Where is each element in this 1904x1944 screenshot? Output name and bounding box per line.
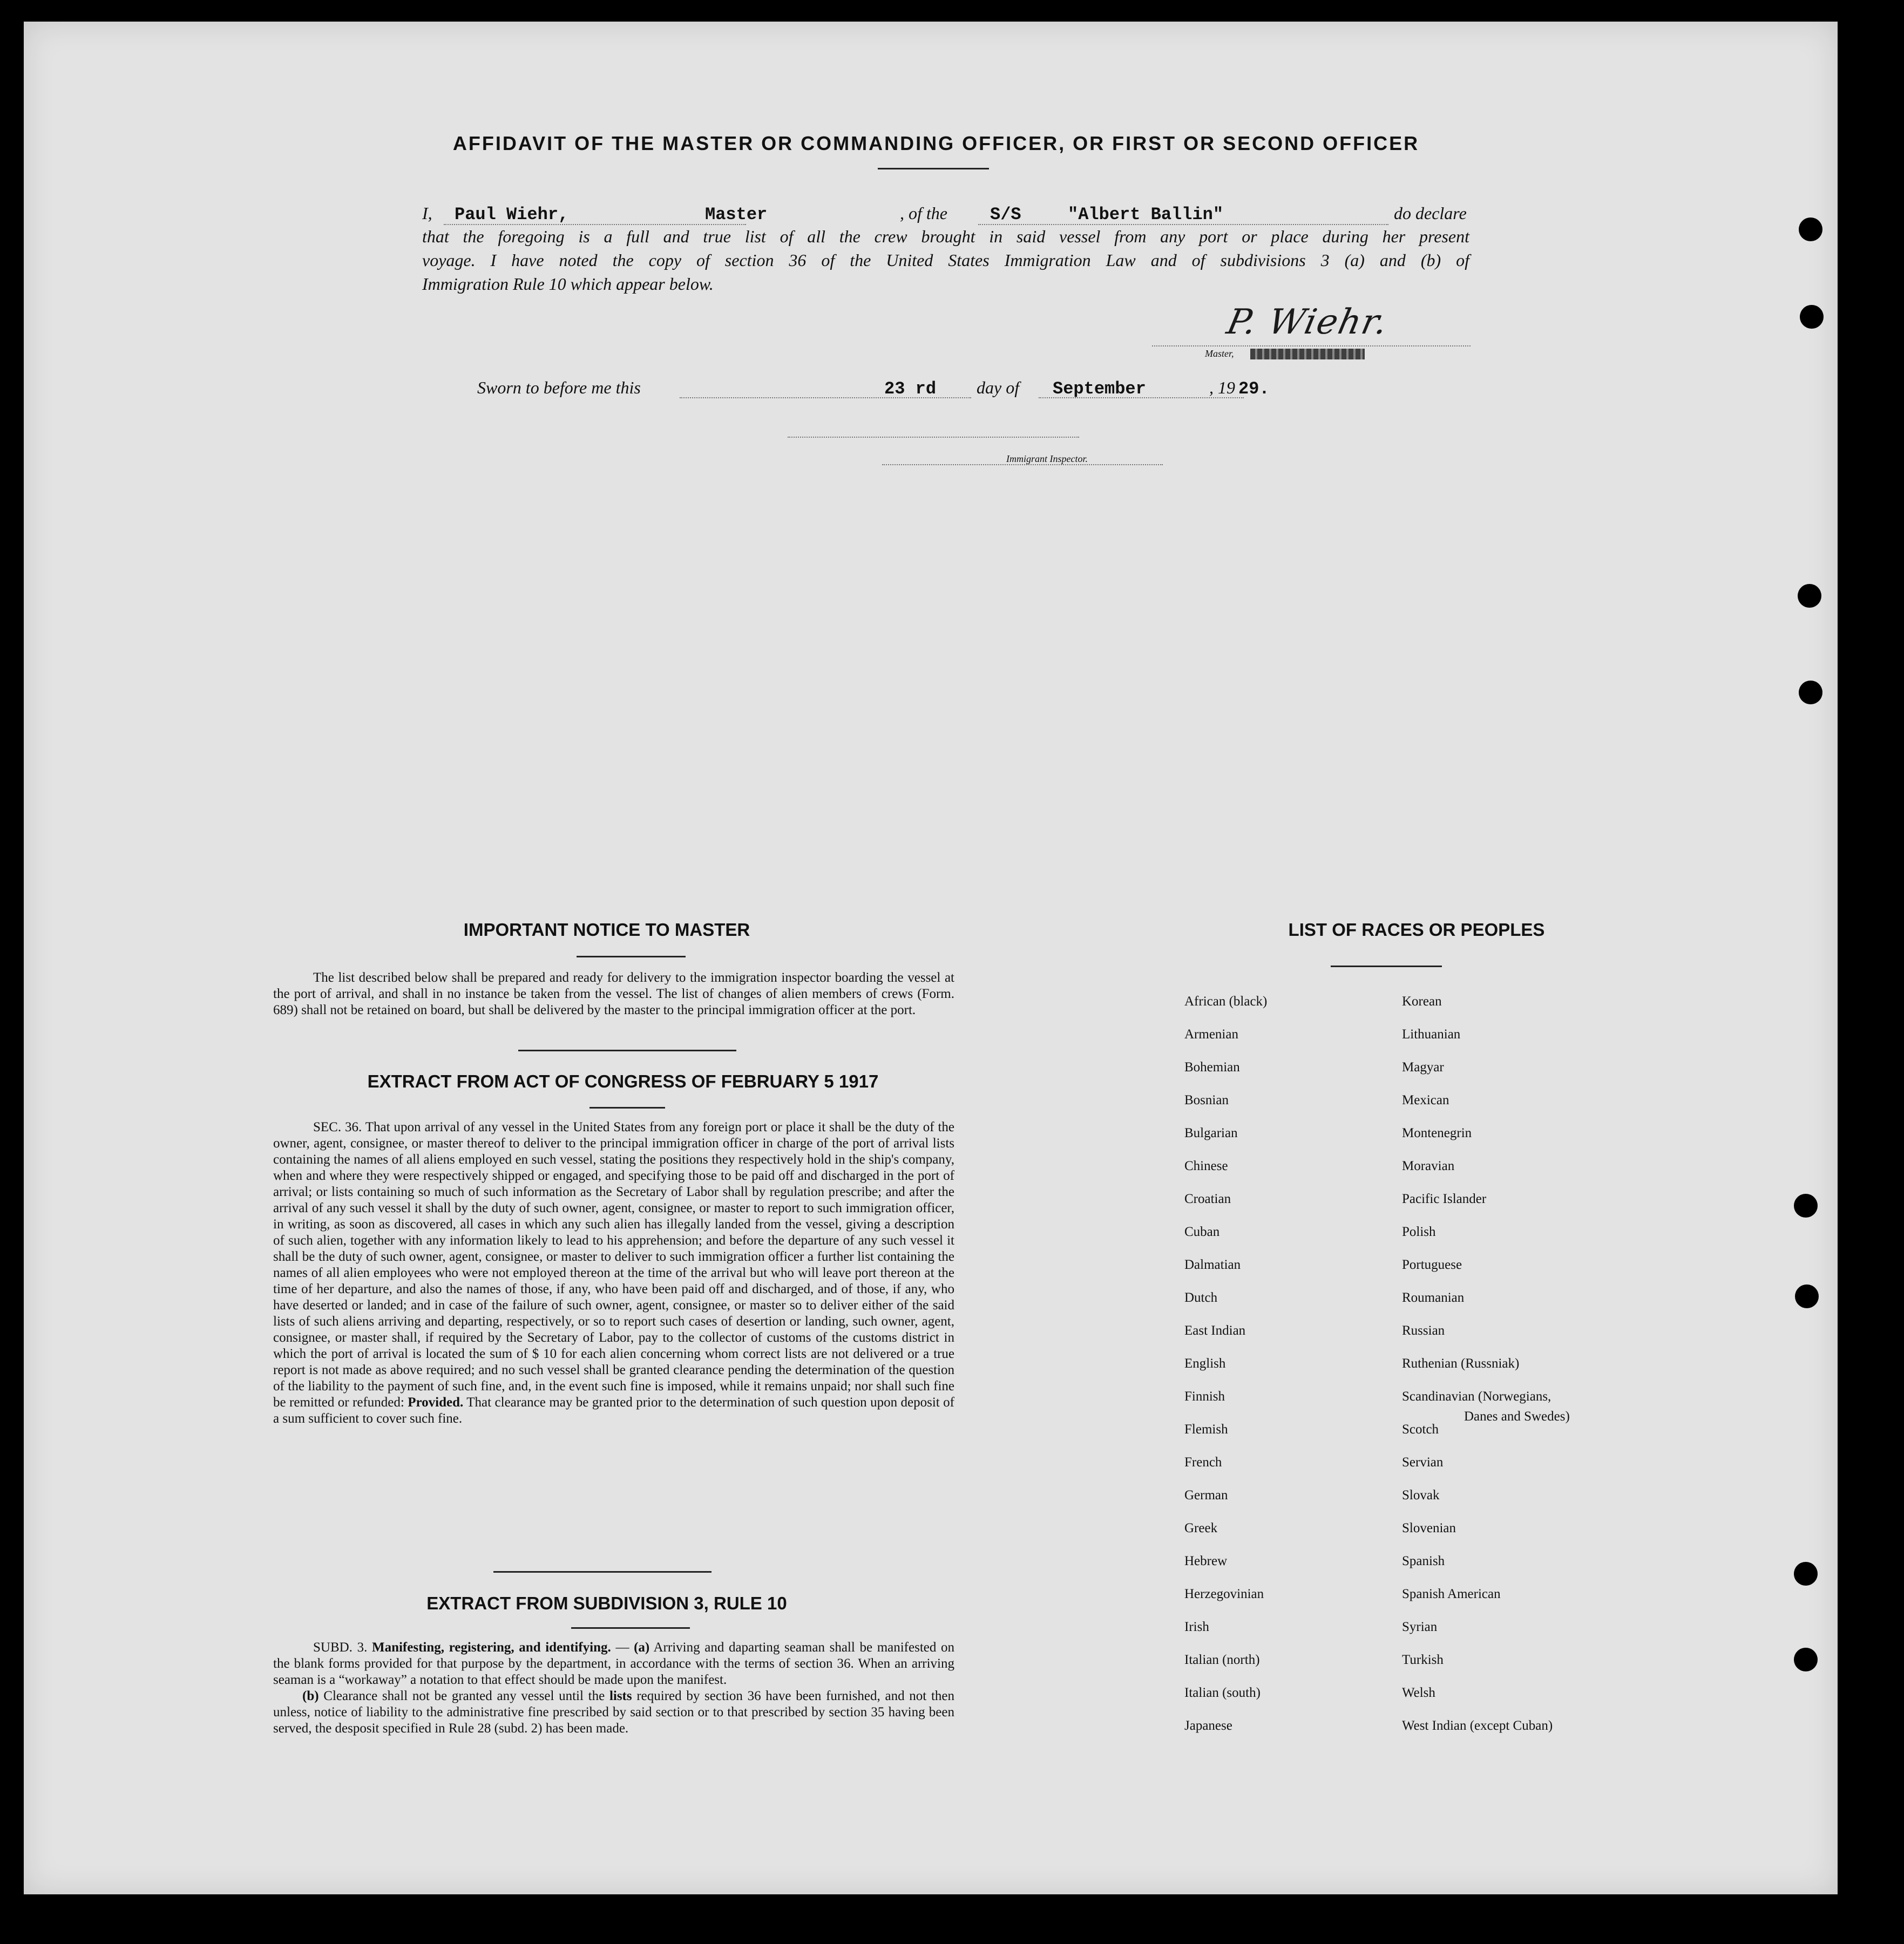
punch-hole bbox=[1798, 584, 1821, 608]
subd-b-text-1: Clearance shall not be granted any vessel until the bbox=[323, 1689, 605, 1703]
notice-title: IMPORTANT NOTICE TO MASTER bbox=[463, 920, 750, 940]
act-end-rule bbox=[493, 1571, 712, 1573]
punch-hole bbox=[1794, 1562, 1818, 1586]
race-item: Spanish bbox=[1402, 1554, 1445, 1568]
race-item: English bbox=[1184, 1356, 1226, 1371]
subd-title: Manifesting, registering, and identifying. bbox=[371, 1640, 611, 1655]
race-item: Herzegovinian bbox=[1184, 1587, 1264, 1601]
i-label: I, bbox=[422, 203, 432, 223]
sworn-month: September bbox=[1053, 379, 1146, 399]
affidavit-line-4: Immigration Rule 10 which appear below. bbox=[422, 274, 714, 294]
race-item: Korean bbox=[1402, 994, 1442, 1009]
race-item: Italian (south) bbox=[1184, 1685, 1261, 1700]
race-item: Pacific Islander bbox=[1402, 1192, 1487, 1206]
inspector-label: Immigrant Inspector. bbox=[1006, 453, 1088, 464]
provided-label: Provided. bbox=[408, 1395, 464, 1410]
title-rule bbox=[878, 168, 989, 169]
race-item: Montenegrin bbox=[1402, 1126, 1472, 1140]
race-item: Dutch bbox=[1184, 1290, 1218, 1305]
day-of-label: day of bbox=[977, 378, 1020, 397]
master-label: Master, bbox=[1205, 348, 1234, 359]
signature-line bbox=[1152, 345, 1471, 346]
race-item: Welsh bbox=[1402, 1685, 1435, 1700]
race-item: Japanese bbox=[1184, 1718, 1232, 1733]
subd-a-text: Arriving and daparting seaman shall be manifested on the blank forms provided for that purpose by the department, in accordance with the terms of section 36. When an arriving seaman is a “workaway” a notation to that effect should be made upon the manifest. bbox=[273, 1640, 955, 1687]
document-page bbox=[24, 22, 1838, 1894]
race-item: Flemish bbox=[1184, 1422, 1228, 1437]
notice-body bbox=[273, 970, 954, 1018]
race-item: Slovenian bbox=[1402, 1521, 1456, 1535]
race-item: Bosnian bbox=[1184, 1093, 1229, 1107]
rule-title: EXTRACT FROM SUBDIVISION 3, RULE 10 bbox=[426, 1593, 787, 1613]
punch-hole bbox=[1795, 1284, 1819, 1308]
race-item: Greek bbox=[1184, 1521, 1218, 1535]
race-item: Servian bbox=[1402, 1455, 1444, 1470]
race-item: West Indian (except Cuban) bbox=[1402, 1718, 1553, 1733]
race-item: East Indian bbox=[1184, 1323, 1246, 1338]
race-item: Dalmatian bbox=[1184, 1258, 1241, 1272]
race-item: Armenian bbox=[1184, 1027, 1238, 1042]
act-rule bbox=[590, 1107, 665, 1109]
master-name: Paul Wiehr, bbox=[455, 205, 569, 225]
race-item: Bohemian bbox=[1184, 1060, 1240, 1075]
race-item: Finnish bbox=[1184, 1389, 1225, 1404]
affidavit-line-2: that the foregoing is a full and true list of all the crew brought in said vessel from any port or place during her present bbox=[422, 227, 1469, 246]
notice-paragraph: The list described below shall be prepared and ready for delivery to the immigration inspector boarding the vessel at the port of arrival, and shall in no instance be taken from the vessel. The list of changes of alien members of crews (Form. 689) shall not be retained on board, but shall be delivered by the master to the principal immigration officer at the port. bbox=[273, 970, 954, 1017]
punch-hole bbox=[1799, 217, 1822, 241]
punch-hole bbox=[1800, 305, 1824, 329]
act-section-end: That clearance may be granted prior to the determination of such question upon deposit of a sum sufficient to cover such fine. bbox=[273, 1395, 954, 1426]
rule-body bbox=[273, 1640, 954, 1737]
subd-a-label: (a) bbox=[634, 1640, 650, 1655]
act-title: EXTRACT FROM ACT OF CONGRESS OF FEBRUARY 5 1917 bbox=[367, 1071, 879, 1091]
race-item: Russian bbox=[1402, 1323, 1445, 1338]
vessel-type: S/S bbox=[990, 205, 1021, 225]
vessel-line bbox=[978, 224, 1388, 225]
race-item: Spanish American bbox=[1402, 1587, 1501, 1601]
race-item: Turkish bbox=[1402, 1653, 1444, 1667]
sworn-label: Sworn to before me this bbox=[477, 378, 641, 397]
race-item: Roumanian bbox=[1402, 1290, 1465, 1305]
year-suffix: 29. bbox=[1238, 379, 1270, 399]
crossed-out-titles bbox=[1250, 349, 1365, 359]
race-item: Ruthenian (Russniak) bbox=[1402, 1356, 1520, 1371]
subd-b-text-2: required by section 36 have been furnished, and not then unless, notice of liability to the administrative fine prescribed by said section or to that prescribed by section 35 having been served, the desposit specified in Rule 28 (subd. 2) has been made. bbox=[273, 1689, 955, 1736]
subd-b-label: (b) bbox=[302, 1689, 319, 1703]
act-section-text: SEC. 36. That upon arrival of any vessel in the United States from any foreign port or place it shall be the duty of the owner, agent, consignee, or master thereof to deliver to the principal immigration officer in charge of the port of arrival lists containing the names of all aliens employed en such vessel, stating the positions they respectively hold in the ship's company, when and where they were respectively shipped or engaged, and specifying those to be paid off and discharged in the port of arrival; or lists containing so much of such information as the Secretary of Labor shall by regulation prescribe; and after the arrival of any such vessel it shall by the duty of such owner, agent, consignee, or master to report to such immigration officer, in writing, as soon as discovered, all cases in which any such alien has illegally landed from the vessel, giving a description of such alien, together with any information likely to lead to his apprehension; and before the departure of any such vessel it shall be the duty of such owner, agent, consignee, or master to deliver to such immigration officer a further list containing the names of all alien employees who were not employed thereon at the time of the arrival but who will leave port thereon at the time of her departure, and also the names of those, if any, who have been paid off and discharged, and of those, if any, who have deserted or landed; and in case of the failure of such owner, agent, consignee, or master so to deliver either of the said lists of such aliens arriving and departing, respectively, or so to report such cases of desertion or landing, such owner, agent, consignee, or master shall, if required by the Secretary of Labor, pay to the collector of customs of the customs district in which the port of arrival is located the sum of $ 10 for each alien concerning whom correct lists are not delivered or a true report is not made as above required; and no such vessel shall be granted clearance pending the determination of the question of the liability to the payment of such fine, and, in the event such fine is imposed, while it remains unpaid; nor shall such fine be remitted or refunded: bbox=[273, 1120, 954, 1410]
subd-label: SUBD. 3. bbox=[313, 1640, 368, 1655]
sworn-day: 23 rd bbox=[884, 379, 937, 399]
race-item: Magyar bbox=[1402, 1060, 1444, 1075]
master-signature: P. Wiehr. bbox=[1223, 302, 1392, 342]
name-line bbox=[444, 224, 746, 225]
race-item: Cuban bbox=[1184, 1225, 1220, 1239]
subd-b-lists: lists bbox=[609, 1689, 632, 1703]
race-item: Portuguese bbox=[1402, 1258, 1462, 1272]
punch-hole bbox=[1794, 1194, 1818, 1218]
rank-value: Master bbox=[705, 205, 768, 225]
race-item: Polish bbox=[1402, 1225, 1436, 1239]
race-item: Hebrew bbox=[1184, 1554, 1228, 1568]
race-item: Slovak bbox=[1402, 1488, 1440, 1503]
punch-hole bbox=[1799, 681, 1822, 704]
notice-end-rule bbox=[518, 1050, 736, 1051]
subd-dash: — bbox=[615, 1640, 629, 1655]
affidavit-title: AFFIDAVIT OF THE MASTER OR COMMANDING OFFICER, OR FIRST OR SECOND OFFICER bbox=[452, 132, 1420, 154]
race-item: Lithuanian bbox=[1402, 1027, 1461, 1042]
races-title: LIST OF RACES OR PEOPLES bbox=[1288, 920, 1545, 940]
rule-title-rule bbox=[571, 1627, 690, 1629]
race-item: Italian (north) bbox=[1184, 1653, 1260, 1667]
race-item: French bbox=[1184, 1455, 1222, 1470]
act-body bbox=[273, 1119, 954, 1427]
race-item: Irish bbox=[1184, 1620, 1209, 1634]
punch-hole bbox=[1794, 1648, 1818, 1671]
vessel-name: "Albert Ballin" bbox=[1068, 205, 1224, 225]
race-item: Scandinavian (Norwegians, bbox=[1402, 1389, 1551, 1404]
race-item: Scotch bbox=[1402, 1422, 1439, 1437]
of-the-label: , of the bbox=[900, 203, 947, 223]
race-item: Syrian bbox=[1402, 1620, 1438, 1634]
race-item: African (black) bbox=[1184, 994, 1268, 1009]
race-item: Mexican bbox=[1402, 1093, 1449, 1107]
race-item: Croatian bbox=[1184, 1192, 1231, 1206]
race-item: Bulgarian bbox=[1184, 1126, 1238, 1140]
race-item: Moravian bbox=[1402, 1159, 1455, 1173]
do-declare-label: do declare bbox=[1394, 203, 1467, 223]
affidavit-line-3: voyage. I have noted the copy of section 36 of the United States Immigration Law and of subdivisions 3 (a) and (b) of bbox=[422, 250, 1469, 270]
race-item: Chinese bbox=[1184, 1159, 1228, 1173]
race-item-continuation: Danes and Swedes) bbox=[1464, 1409, 1570, 1424]
race-item: German bbox=[1184, 1488, 1228, 1503]
races-rule bbox=[1331, 966, 1442, 967]
notice-rule bbox=[577, 956, 686, 957]
year-prefix: , 19 bbox=[1209, 378, 1235, 397]
inspector-line-upper bbox=[788, 437, 1079, 438]
